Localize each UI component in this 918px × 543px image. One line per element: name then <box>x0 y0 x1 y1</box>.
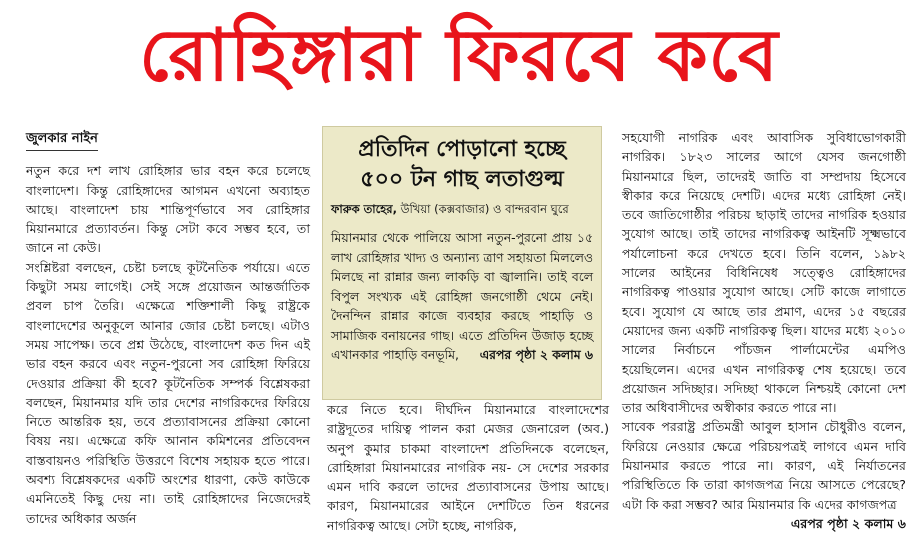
article-column-3 <box>622 128 906 533</box>
box-byline <box>331 201 593 220</box>
headline: রোহিঙ্গারা ফিরবে কবে <box>139 13 779 97</box>
article-column-1 <box>26 128 310 528</box>
sidebar-story-box <box>322 126 602 400</box>
author-byline: জুলকার নাইন <box>26 129 98 151</box>
box-author: ফারুক তাহের, <box>331 202 397 216</box>
box-body-text: মিয়ানমার থেকে পালিয়ে আসা নতুন-পুরনো প্রায় ১৫ লাখ রোহিঙ্গার খাদ্য ও অন্যান্য ত্রাণ সহায়তা মিললেও মিলছে না রান্নার জন্য লাকড়ি বা জ্বালানি। তাই বলে বিপুল সংখ্যক এই রোহিঙ্গা জনগোষ্ঠী থেমে নেই। দৈনন্দিন রান্নার কাজে ব্যবহার করছে পাহাড়ি ও সামাজিক বনায়নের গাছ। এতে প্রতিদিন উজাড় হচ্ছে এখানকার পাহাড়ি বনভূমি, <box>331 230 593 362</box>
paragraph: নতুন করে দশ লাখ রোহিঙ্গার ভার বহন করে চলেছে বাংলাদেশ। কিন্তু রোহিঙ্গাদের আগমন এখনো অব্যাহত আছে। বাংলাদেশ চায় শান্তিপূর্ণভাবে সব রোহিঙ্গার মিয়ানমারে প্রত্যাবর্তন। কিন্তু সেটা কবে সম্ভব হবে, তা জানে না কেউ। <box>26 163 310 256</box>
box-location: উখিয়া (কক্সবাজার) ও বান্দরবান ঘুরে <box>396 202 569 216</box>
article-column-2 <box>327 400 609 535</box>
continued-marker: এরপর পৃষ্ঠা ২ কলাম ৬ <box>479 347 593 362</box>
box-body <box>331 228 593 365</box>
continued-marker: এরপর পৃষ্ঠা ২ কলাম ৬ <box>790 515 906 531</box>
paragraph: করে নিতে হবে। দীর্ঘদিন মিয়ানমারে বাংলাদেশের রাষ্ট্রদূতের দায়িত্ব পালন করা মেজর জেনারেল (অব.) অনুপ কুমার চাকমা বাংলাদেশ প্রতিদিনকে বলেছেন, রোহিঙ্গারা মিয়ানমারের নাগরিক নয়- সে দেশের সরকার এমন দাবি করলে তাদের প্রত্যাবাসনের উপায় আছে। কারণ, মিয়ানমারের আইনে দেশটিতে তিন ধরনের নাগরিকত্ব আছে। সেটা হচ্ছে, নাগরিক, <box>327 402 609 533</box>
paragraph: সাবেক পররাষ্ট্র প্রতিমন্ত্রী আবুল হাসান চৌধুরীও বলেন, ফিরিয়ে নেওয়ার ক্ষেত্রে পরিচয়পত্রই লাগবে এমন দাবি মিয়ানমার করতে পারে না। কারণ, এই নির্যাতনের পরিস্থিতিতে কি তারা কাগজপত্র নিয়ে আসতে পেরেছে? এটা কি করা সম্ভব? আর মিয়ানমার কি এদের কাগজপত্র <box>622 419 906 512</box>
box-headline <box>331 135 593 195</box>
paragraph: সংশ্লিষ্টরা বলছেন, চেষ্টা চলছে কূটনৈতিক পর্যায়ে। এতে কিছুটা সময় লাগেই। সেই সঙ্গে প্রয়োজন আন্তর্জাতিক প্রবল চাপ তৈরি। এক্ষেত্রে শক্তিশালী কিছু রাষ্ট্রকে বাংলাদেশের অনুকূলে আনার জোর চেষ্টা চলছে। এটাও সময় সাপেক্ষ। তবে প্রশ্ন উঠেছে, বাংলাদেশ কত দিন এই ভার বহন করবে এবং নতুন-পুরনো সব রোহিঙ্গা ফিরিয়ে দেওয়ার প্রক্রিয়া কী হবে? কূটনৈতিক সম্পর্ক বিশ্লেষকরা বলছেন, মিয়ানমার যদি তার দেশের নাগরিকদের ফিরিয়ে নিতে আন্তরিক হয়, তবে প্রত্যাবাসনের প্রক্রিয়া কোনো বিষয় নয়। এক্ষেত্রে কফি আনান কমিশনের প্রতিবেদন বাস্তবায়নও পরিস্থিতি উত্তরণে বিশেষ সহায়ক হতে পারে। অবশ্য বিশ্লেষকদের একটি অংশের ধারণা, কেউ কাউকে এমনিতেই কিছু দেয় না। তাই রোহিঙ্গাদের নিজেদেরই তাদের অধিকার অর্জন <box>26 259 310 526</box>
box-headline-line: প্রতিদিন পোড়ানো হচ্ছে <box>358 137 566 162</box>
box-headline-line: ৫০০ টন গাছ লতাগুল্ম <box>360 167 564 192</box>
paragraph: সহযোগী নাগরিক এবং আবাসিক সুবিধাভোগকারী নাগরিক। ১৮২৩ সালের আগে যেসব জনগোষ্ঠী মিয়ানমারে ছিল, তাদেরই জাতি বা সম্প্রদায় হিসেবে স্বীকার করে নিয়েছে দেশটি। এদের মধ্যে রোহিঙ্গা নেই। তবে জাতিগোষ্ঠীর পরিচয় ছাড়াই তাদের নাগরিক হওয়ার সুযোগ আছে। তাই তাদের নাগরিকত্ব আইনটি সূক্ষ্মভাবে পর্যালোচনা করে দেখতে হবে। তিনি বলেন, ১৯৮২ সালের আইনের বিধিনিষেধ সত্ত্বেও রোহিঙ্গাদের নাগরিকত্ব পাওয়ার সুযোগ আছে। সেটি কাজে লাগাতে হবে। সুযোগ যে আছে তার প্রমাণ, এদের ১৫ বছরের মেয়াদের জন্য একটি নাগরিকত্ব ছিল। যাদের মধ্যে ২০১০ সালের নির্বাচনে পাঁচজন পার্লামেন্টের এমপিও হয়েছিলেন। এদের এখন নাগরিকত্ব শেষ হয়েছে। তবে প্রয়োজন সদিচ্ছার। সদিচ্ছা থাকলে নিশ্চয়ই কোনো দেশ তার অধিবাসীদের অস্বীকার করতে পারে না। <box>622 130 906 416</box>
